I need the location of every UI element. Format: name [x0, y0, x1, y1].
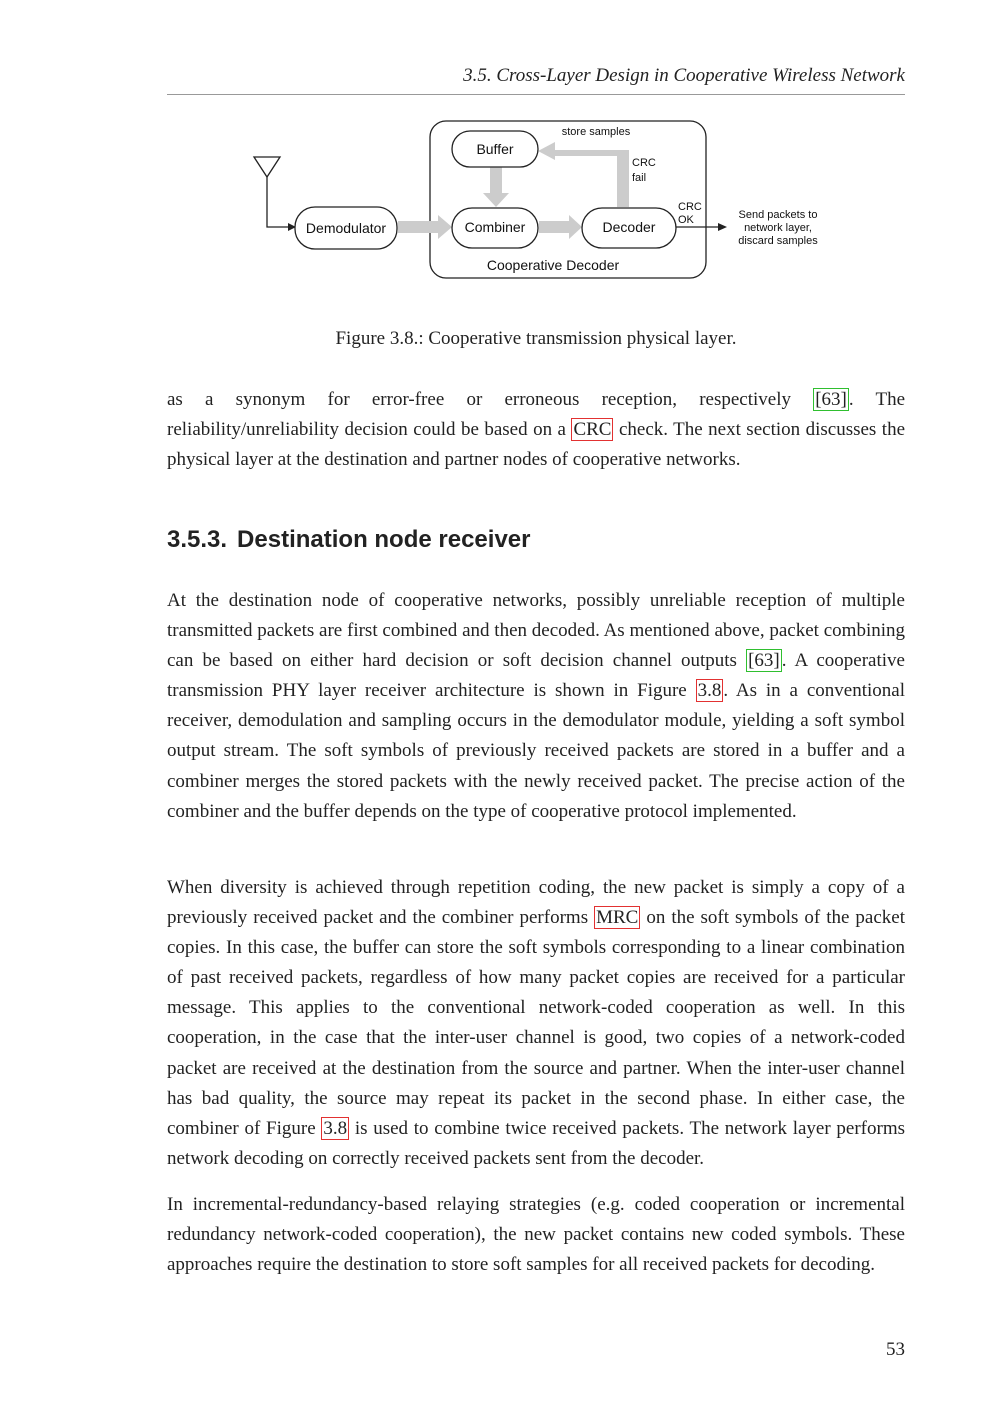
text-run: on the soft symbols of the packet copies. In this case, the buffer can store the soft symbols corresponding to a linear combination of past received packets, regardless of how many packet copies are received for a particular message. This applies to the conventional network-coded cooperation as well. In this cooperation, in the case that the inter-user channel is good, two copies of a network-coded packet are received at the destination from the source and partner. When the inter-user channel has bad quality, the source may repeat its packet in the second phase. In either case, the combiner of Figure: [167, 907, 905, 1139]
demodulator-label: Demodulator: [305, 220, 387, 236]
figure-3-8: [240, 115, 840, 285]
section-heading: [167, 524, 530, 556]
paragraph-2: [167, 586, 905, 827]
antenna-icon: [254, 157, 280, 177]
text-run: At the destination node of cooperative networks, possibly unreliable reception of multiple transmitted packets are first combined and then decoded. As mentioned above, packet combining can be based on either hard decision or soft decision channel outputs: [167, 590, 905, 672]
output-arrowhead: [718, 223, 727, 231]
section-title: Destination node receiver: [237, 526, 531, 553]
text-run: . As in a conventional receiver, demodulation and sampling occurs in the demodulator module, yielding a soft symbol output stream. The soft symbols of previously received packets are stored in a buffer and a combiner merges the stored packets with the newly received packet. The precise action of the combiner and the buffer depends on the type of cooperative protocol implemented.: [167, 680, 905, 822]
output-label-line-2: network layer,: [744, 222, 812, 234]
text-run: check. The next section discusses the physical layer at the destination and partner nodes of cooperative networks.: [167, 419, 905, 471]
decoder-label: Decoder: [602, 219, 656, 235]
citation-link-63[interactable]: [63]: [815, 389, 847, 410]
cooperative-decoder-label: Cooperative Decoder: [486, 257, 620, 273]
text-run: is used to combine twice received packets. The network layer performs network decoding on correctly received packets sent from the decoder.: [167, 1117, 905, 1169]
receiver-block-diagram: [240, 115, 840, 285]
acronym-link-mrc[interactable]: MRC: [596, 907, 639, 929]
paragraph-4: [167, 1190, 905, 1280]
combiner-label: Combiner: [464, 219, 526, 235]
acronym-link-crc[interactable]: CRC: [573, 419, 612, 441]
figure-ref-link-3-8[interactable]: 3.8: [323, 1117, 348, 1139]
buffer-to-combiner-arrow: [483, 167, 509, 207]
combiner-to-decoder-arrow: [539, 215, 582, 239]
output-label-line-1: Send packets to: [738, 209, 818, 221]
citation-link-63[interactable]: [63]: [748, 650, 780, 672]
text-run: . A cooperative transmission PHY layer receiver architecture is shown in Figure: [167, 650, 905, 702]
section-number: 3.5.3.: [167, 526, 228, 553]
figure-caption: Figure 3.8.: Cooperative transmission physical layer.: [335, 328, 737, 349]
output-label-line-3: discard samples: [738, 235, 818, 247]
text-run: When diversity is achieved through repetition coding, the new packet is simply a copy of a previously received packet and the combiner performs: [167, 877, 905, 929]
paragraph-3: [167, 873, 905, 1174]
text-run: . The reliability/unreliability decision could be based on a: [167, 389, 906, 441]
crc-fail-label-line-2: fail: [632, 172, 647, 184]
store-samples-label: store samples: [561, 126, 631, 138]
crc-ok-label-line-2: OK: [678, 214, 694, 226]
buffer-label: Buffer: [476, 141, 514, 157]
page-number: 53: [886, 1339, 905, 1360]
running-header: 3.5. Cross-Layer Design in Cooperative Wireless Network: [167, 64, 905, 95]
demod-to-combiner-arrow: [398, 215, 452, 239]
crc-ok-label-line-1: CRC: [678, 201, 702, 213]
figure-ref-link-3-8[interactable]: 3.8: [697, 680, 722, 702]
crc-fail-label-line-1: CRC: [632, 157, 656, 169]
text-run: In incremental-redundancy-based relaying strategies (e.g. coded cooperation or incremental redundancy network-coded cooperation), the new packet contains new coded symbols. These approaches require the destination to store soft samples for all received packets for decoding.: [167, 1194, 905, 1276]
crc-fail-feedback-arrow: [538, 142, 629, 207]
antenna-feed-line: [267, 177, 290, 227]
paragraph-1: [167, 385, 905, 475]
text-run: as a synonym for error-free or erroneous reception, respectively: [167, 389, 814, 410]
